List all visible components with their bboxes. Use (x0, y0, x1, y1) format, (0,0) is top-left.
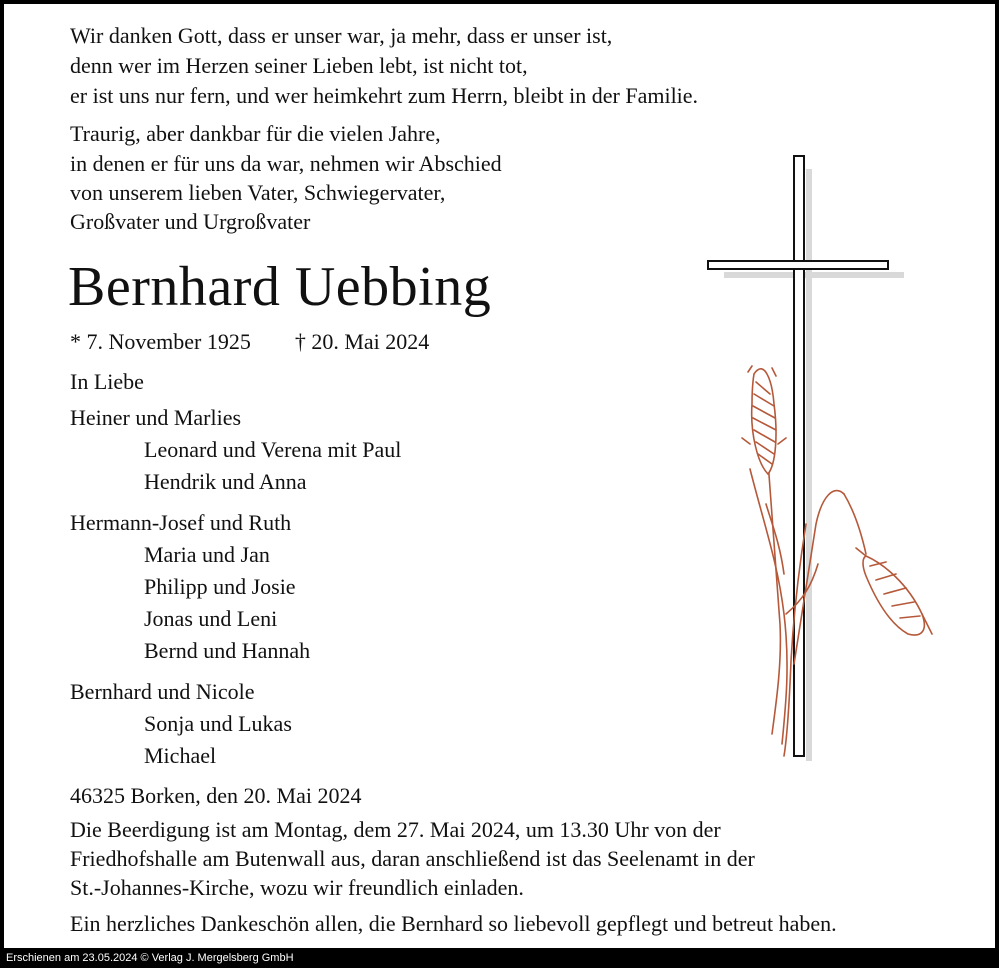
life-dates (70, 326, 429, 358)
deceased-name: Bernhard Uebbing (68, 256, 492, 318)
intro-line: von unserem lieben Vater, Schwiegervater, (70, 180, 446, 205)
verse-line: denn wer im Herzen seiner Lieben lebt, ist nicht tot, (70, 53, 528, 78)
place-date: 46325 Borken, den 20. Mai 2024 (70, 783, 362, 808)
family-member: Leonard und Verena mit Paul (144, 437, 402, 462)
cross-with-wheat (694, 144, 954, 784)
verse-line: er ist uns nur fern, und wer heimkehrt zum Herrn, bleibt in der Familie. (70, 83, 699, 108)
family-member: Maria und Jan (144, 542, 270, 567)
cross-icon (708, 156, 904, 761)
wheat-ears-icon (742, 366, 932, 756)
intro-line: Großvater und Urgroßvater (70, 209, 311, 234)
intro-line: in denen er für uns da war, nehmen wir Abschied (70, 151, 502, 176)
family-member: Philipp und Josie (144, 574, 296, 599)
thanks-line: Ein herzliches Dankeschön allen, die Bernhard so liebevoll gepflegt und betreut haben. (70, 911, 837, 936)
family-member: Michael (144, 743, 217, 768)
mourners-intro: In Liebe (70, 369, 144, 394)
birth-date: * 7. November 1925 (70, 329, 251, 354)
family-member: Bernd und Hannah (144, 638, 311, 663)
verse-line: Wir danken Gott, dass er unser war, ja mehr, dass er unser ist, (70, 23, 613, 48)
obituary-notice (4, 4, 995, 948)
family-member: Sonja und Lukas (144, 711, 292, 736)
intro-line: Traurig, aber dankbar für die vielen Jahre, (70, 121, 441, 146)
funeral-line: Friedhofshalle am Butenwall aus, daran anschließend ist das Seelenamt in der (70, 846, 755, 871)
death-date: † 20. Mai 2024 (294, 329, 430, 354)
family-head: Bernhard und Nicole (70, 679, 255, 704)
family-head: Hermann-Josef und Ruth (70, 510, 292, 535)
family-head: Heiner und Marlies (70, 405, 242, 430)
funeral-line: Die Beerdigung ist am Montag, dem 27. Mai 2024, um 13.30 Uhr von der (70, 817, 721, 842)
family-member: Jonas und Leni (144, 606, 278, 631)
publication-footer: Erschienen am 23.05.2024 © Verlag J. Mergelsberg GmbH (6, 952, 294, 964)
family-member: Hendrik und Anna (144, 469, 307, 494)
funeral-line: St.-Johannes-Kirche, wozu wir freundlich einladen. (70, 875, 524, 900)
